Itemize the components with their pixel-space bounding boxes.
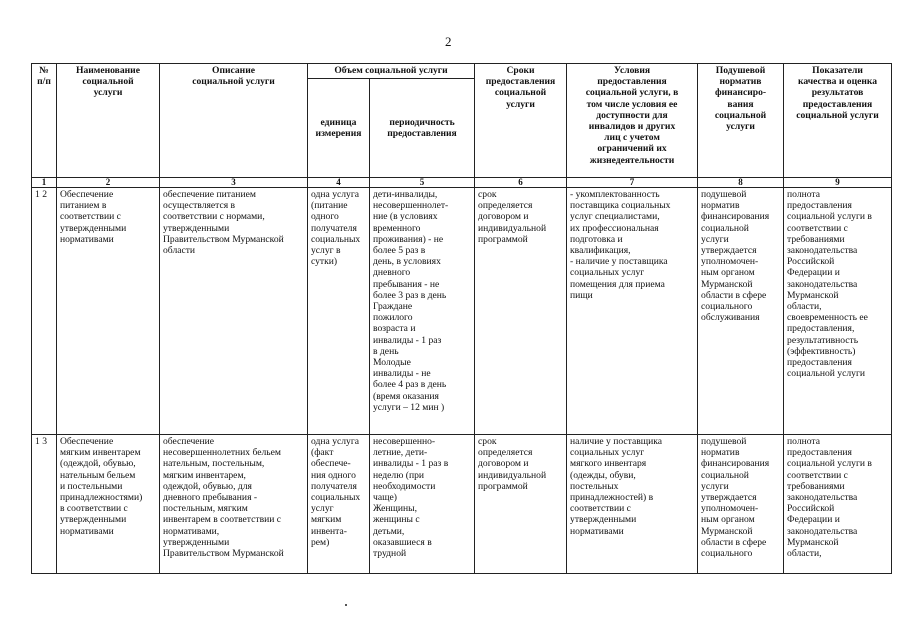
social-services-table [31,63,892,574]
row-number: 1 2 [32,188,57,435]
page-number: 2 [445,34,452,49]
service-quality: полнота предоставления социальной услуги в соответствии с требованиями законодательства Российской Федерации и законодательства Мурманской области, своевременность ее предоставления, результативность (эффективность) предоставления социальной услуги [784,188,892,435]
column-number: 6 [475,178,567,188]
header-description: Описание социальной услуги [160,64,308,178]
column-number: 9 [784,178,892,188]
column-number: 1 [32,178,57,188]
service-terms: срок определяется договором и индивидуальной программой [475,188,567,435]
service-unit: одна услуга (питание одного получателя социальных услуг в сутки) [308,188,370,435]
service-name: Обеспечение питанием в соответствии с утвержденными нормативами [57,188,160,435]
service-conditions: - укомплектованность поставщика социальных услуг специалистами, их профессиональная подготовка и квалификация, - наличие у поставщика социальных услуг помещения для приема пищи [567,188,698,435]
row-number: 1 3 [32,435,57,574]
column-number-row [32,178,892,188]
header-unit: единица измерения [308,79,370,178]
header-terms: Сроки предоставления социальной услуги [475,64,567,178]
header-norm: Подушевой норматив финансиро- вания социальной услуги [698,64,784,178]
service-quality: полнота предоставления социальной услуги в соответствии с требованиями законодательства Российской Федерации и законодательства Мурманской области, [784,435,892,574]
column-number: 8 [698,178,784,188]
table-row [32,435,892,574]
column-number: 5 [370,178,475,188]
table-row [32,188,892,435]
service-terms: срок определяется договором и индивидуальной программой [475,435,567,574]
service-norm: подушевой норматив финансирования социальной услуги утверждается уполномочен- ным органом Мурманской области в сфере социального обслуживания [698,188,784,435]
column-number: 7 [567,178,698,188]
header-num: № п/п [32,64,57,178]
header-period: периодичность предоставления [370,79,475,178]
header-volume: Объем социальной услуги [308,64,475,79]
service-norm: подушевой норматив финансирования социальной услуги утверждается уполномочен- ным органом Мурманской области в сфере социального [698,435,784,574]
scan-speck [345,604,347,606]
service-conditions: наличие у поставщика социальных услуг мягкого инвентаря (одежды, обуви, постельных принадлежностей) в соответствии с утвержденными нормативами [567,435,698,574]
service-name: Обеспечение мягким инвентарем (одеждой, обувью, нательным бельем и постельными принадлежностями) в соответствии с утвержденными нормативами [57,435,160,574]
service-period: дети-инвалиды, несовершеннолет- ние (в условиях временного проживания) - не более 5 раз в день, в условиях дневного пребывания - не более 3 раз в день Граждане пожилого возраста и инвалиды - 1 раз в день Молодые инвалиды - не более 4 раз в день (время оказания услуги – 12 мин ) [370,188,475,435]
column-number: 4 [308,178,370,188]
header-conditions: Условия предоставления социальной услуги, в том числе условия ее доступности для инвалидов и других лиц с учетом ограничений их жизнедеятельности [567,64,698,178]
header-name: Наименование социальной услуги [57,64,160,178]
header-quality: Показатели качества и оценка результатов предоставления социальной услуги [784,64,892,178]
service-description: обеспечение питанием осуществляется в соответствии с нормами, утвержденными Правительством Мурманской области [160,188,308,435]
column-number: 2 [57,178,160,188]
service-unit: одна услуга (факт обеспече- ния одного получателя социальных услуг мягким инвента- рем) [308,435,370,574]
service-period: несовершенно- летние, дети- инвалиды - 1 раз в неделю (при необходимости чаще) Женщины, женщины с детьми, оказавшиеся в трудной [370,435,475,574]
column-number: 3 [160,178,308,188]
service-description: обеспечение несовершеннолетних бельем нательным, постельным, мягким инвентарем, одеждой, обувью, для дневного пребывания - постельным, мягким инвентарем в соответствии с нормативами, утвержденными Правительством Мурманской [160,435,308,574]
